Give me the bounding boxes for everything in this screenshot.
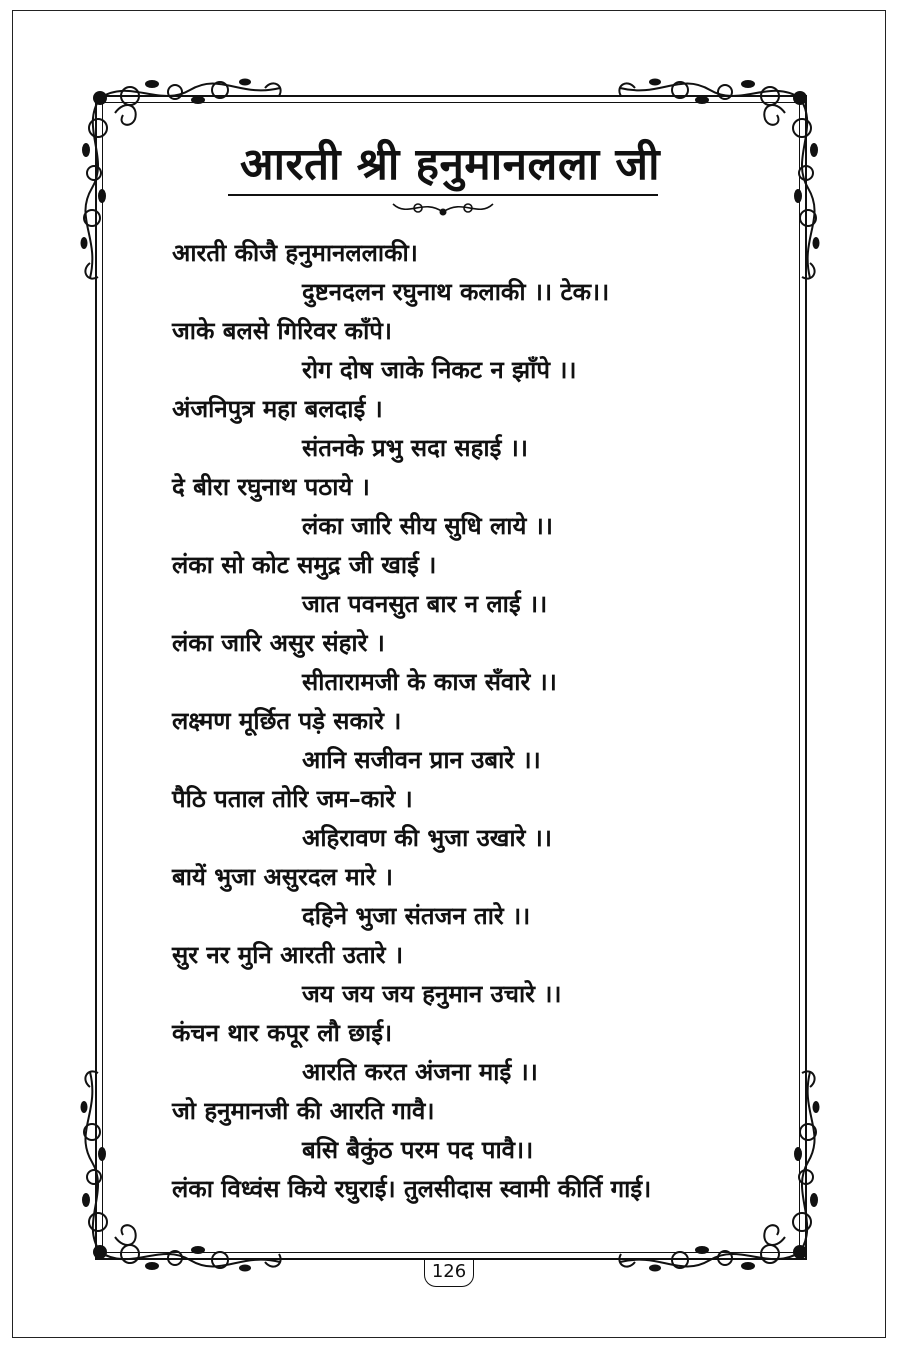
verse-line: पैठि पताल तोरि जम–कारे ।: [172, 785, 413, 813]
title-flourish-ornament: [388, 196, 498, 222]
verse-line: बायें भुजा असुरदल मारे ।: [172, 863, 394, 891]
verse-line: बसि बैकुंठ परम पद पावै।।: [302, 1136, 534, 1164]
verse-line: संतनके प्रभु सदा सहाई ।।: [302, 434, 528, 462]
verse-line: दे बीरा रघुनाथ पठाये ।: [172, 473, 370, 501]
verse-line: आनि सजीवन प्रान उबारे ।।: [302, 746, 541, 774]
verse-line: अहिरावण की भुजा उखारे ।।: [302, 824, 552, 852]
verse-line: जो हनुमानजी की आरति गावै।: [172, 1097, 435, 1125]
verse-line: लंका जारि असुर संहारे ।: [172, 629, 385, 657]
page-number: 126: [424, 1259, 474, 1287]
corner-ornament-bottom-left: [70, 1052, 300, 1282]
verse-line: लंका जारि सीय सुधि लाये ।।: [302, 512, 553, 540]
verse-line: सुर नर मुनि आरती उतारे ।: [172, 941, 404, 969]
verse-line: आरति करत अंजना माई ।।: [302, 1058, 538, 1086]
page-title: आरती श्री हनुमानलला जी: [240, 139, 660, 190]
verse-line: लक्ष्मण मूर्छित पड़े सकारे ।: [172, 707, 402, 735]
verse-line: आरती कीजै हनुमानललाकी।: [172, 239, 418, 267]
verse-line: सीतारामजी के काज सँवारे ।।: [302, 668, 557, 696]
verse-line: जय जय जय हनुमान उचारे ।।: [302, 980, 562, 1008]
verse-line: लंका सो कोट समुद्र जी खाई ।: [172, 551, 437, 579]
verse-line: जात पवनसुत बार न लाई ।।: [302, 590, 548, 618]
verse-line: रोग दोष जाके निकट न झाँपे ।।: [302, 356, 577, 384]
verse-line: दुष्टनदलन रघुनाथ कलाकी ।। टेक।।: [302, 278, 610, 306]
verse-line: अंजनिपुत्र महा बलदाई ।: [172, 395, 383, 423]
verse-line: जाके बलसे गिरिवर काँपे।: [172, 317, 393, 345]
verse-line: कंचन थार कपूर लौ छाई।: [172, 1019, 393, 1047]
corner-ornament-bottom-right: [600, 1052, 830, 1282]
verse-line: दहिने भुजा संतजन तारे ।।: [302, 902, 531, 930]
verse-line: लंका विध्वंस किये रघुराई। तुलसीदास स्वामी कीर्ति गाई।: [172, 1175, 652, 1203]
